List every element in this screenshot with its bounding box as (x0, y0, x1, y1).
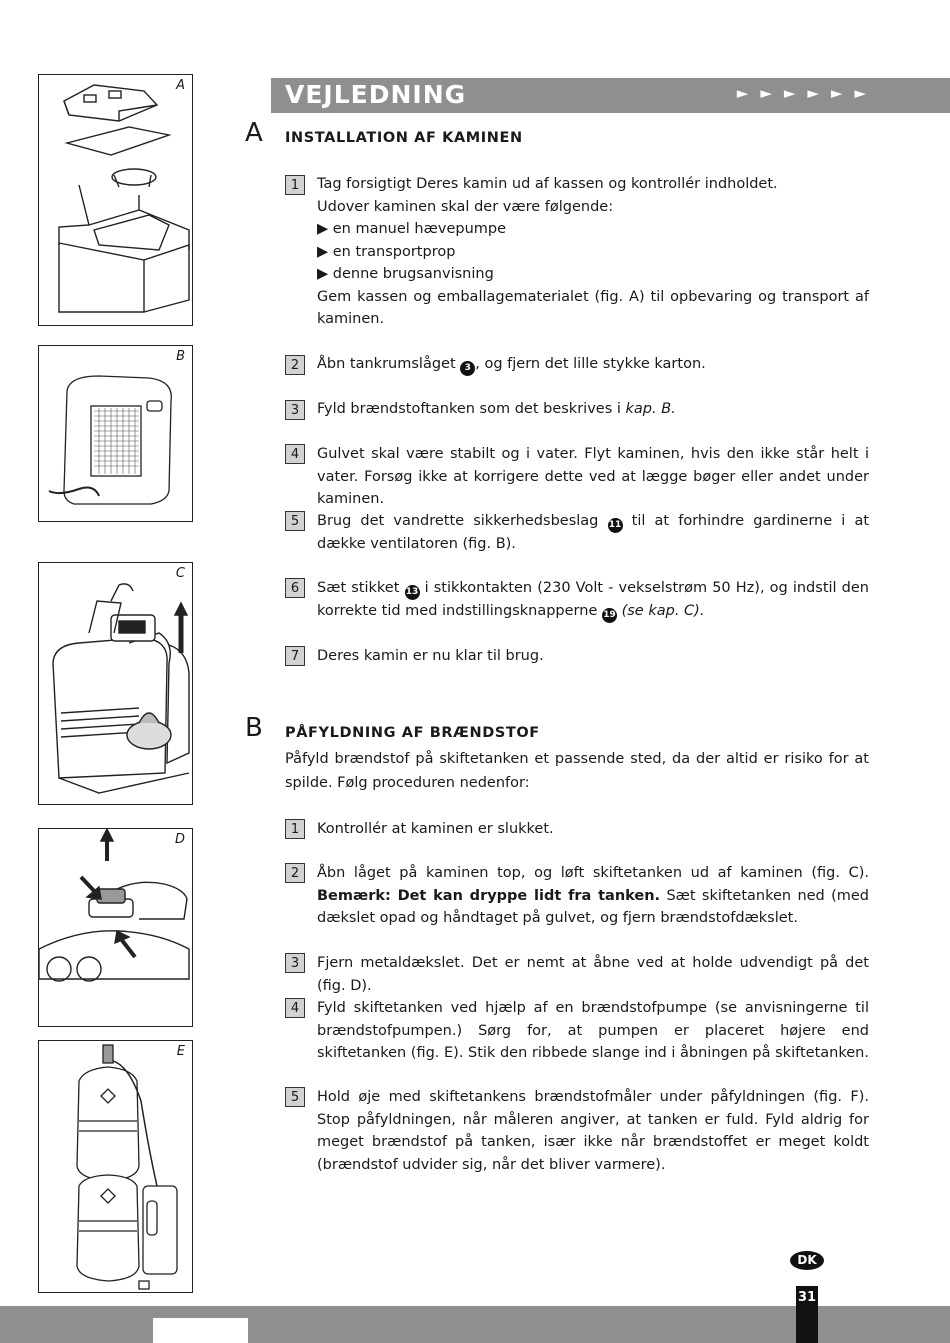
ref-number-badge: 19 (602, 608, 617, 623)
figure-a-drawing (39, 75, 194, 327)
figure-a (38, 74, 193, 326)
figure-d (38, 828, 193, 1027)
ref-number-badge: 11 (608, 518, 623, 533)
figure-b (38, 345, 193, 522)
step-b1-text: Kontrollér at kaminen er slukket. (317, 821, 554, 837)
figure-e (38, 1040, 193, 1293)
step-a6-number: 6 (285, 578, 305, 598)
ref-number-badge: 13 (405, 585, 420, 600)
bullet-item: ▶ denne brugsanvisning (317, 266, 494, 282)
step-a2-text: Åbn tankrumslåget 3 , og fjern det lille stykke karton. (317, 353, 869, 376)
figure-d-label: D (174, 832, 185, 847)
section-a-letter: A (245, 118, 263, 148)
step-a7-number: 7 (285, 646, 305, 666)
step-b4-number: 4 (285, 998, 305, 1018)
step-b4-text: Fyld skiftetanken ved hjælp af en brændstofpumpe (se anvisningerne til brændstofpumpen.) Sørg for, at pumpen er placeret højere end skiftetanken (fig. E). Stik den ribbede slange ind i åbningen på skiftetanken. (317, 1000, 869, 1061)
section-b-letter: B (245, 713, 263, 743)
step-a1-text (317, 173, 869, 331)
step-a7-text: Deres kamin er nu klar til brug. (317, 648, 544, 664)
step-a1-number: 1 (285, 175, 305, 195)
ref-number-badge: 3 (460, 361, 475, 376)
section-a-heading: INSTALLATION AF KAMINEN (285, 130, 523, 146)
step-a1-line2: Udover kaminen skal der være følgende: (317, 198, 614, 215)
header-banner (271, 78, 950, 113)
banner-arrows: ►►►►►► (736, 84, 878, 102)
step-a6-text: Sæt stikket 13 i stikkontakten (230 Volt - vekselstrøm 50 Hz), og indstil den korrekte tid med indstillingsknapperne 19 (se kap. C). (317, 577, 869, 623)
page-title: VEJLEDNING (285, 80, 467, 109)
step-a4-text: Gulvet skal være stabilt og i vater. Flyt kaminen, hvis den ikke står helt i vater. Forsøg ikke at korrigere dette ved at lægge bøger eller andet under kaminen. (317, 446, 869, 507)
bullet-arrow-icon: ▶ (317, 221, 329, 237)
figure-a-label: A (176, 78, 185, 93)
step-b5-text: Hold øje med skiftetankens brændstofmåler under påfyldningen (fig. F). Stop påfyldningen, når måleren angiver, at tanken er fuld. Fyld aldrig for meget brændstof på tanken, især ikke når brændstoffet er meget koldt (brændstof udvider sig, når det bliver varmere). (317, 1089, 869, 1173)
step-a5-number: 5 (285, 511, 305, 531)
step-b3-text: Fjern metaldækslet. Det er nemt at åbne ved at holde udvendigt på det (fig. D). (317, 955, 869, 994)
page-number: 31 (797, 1290, 817, 1305)
footer-white-block (153, 1318, 248, 1343)
step-a1-line1: Tag forsigtigt Deres kamin ud af kassen og kontrollér indholdet. (317, 176, 778, 192)
figure-c-label: C (175, 566, 185, 581)
step-a3-text: Fyld brændstoftanken som det beskrives i kap. B. (317, 401, 676, 417)
language-badge: DK (790, 1251, 824, 1270)
step-b2-text: Åbn låget på kaminen top, og løft skiftetanken ud af kaminen (fig. C). Bemærk: Det kan dryppe lidt fra tanken. Sæt skiftetanken ned (med dækslet opad og håndtaget på gulvet, og fjern brændstofdækslet. (317, 865, 870, 926)
figure-b-drawing (39, 346, 194, 523)
bullet-item: ▶ en transportprop (317, 243, 456, 260)
figure-c (38, 562, 193, 805)
bullet-item: ▶ en manuel hævepumpe (317, 221, 507, 237)
step-a4-number: 4 (285, 444, 305, 464)
step-b1-number: 1 (285, 819, 305, 839)
figure-b-label: B (176, 349, 185, 364)
section-b-heading: PÅFYLDNING AF BRÆNDSTOF (285, 725, 540, 741)
step-a2-number: 2 (285, 355, 305, 375)
bullet-arrow-icon: ▶ (317, 266, 329, 282)
bullet-arrow-icon: ▶ (317, 243, 329, 260)
step-a3-number: 3 (285, 400, 305, 420)
figure-e-label: E (176, 1044, 185, 1059)
step-b3-number: 3 (285, 953, 305, 973)
figure-e-drawing (39, 1041, 194, 1294)
step-a1-tail: Gem kassen og emballagematerialet (fig. A) til opbevaring og transport af kaminen. (317, 288, 869, 327)
figure-d-drawing (39, 829, 194, 1028)
step-b2-number: 2 (285, 863, 305, 883)
step-a5-text: Brug det vandrette sikkerhedsbeslag 11 til at forhindre gardinerne i at dække ventilatoren (fig. B). (317, 513, 870, 552)
figure-c-drawing (39, 563, 194, 806)
step-b5-number: 5 (285, 1087, 305, 1107)
section-b-intro: Påfyld brændstof på skiftetanken et passende sted, da der altid er risiko for at spilde. Følg proceduren nedenfor: (285, 751, 869, 791)
